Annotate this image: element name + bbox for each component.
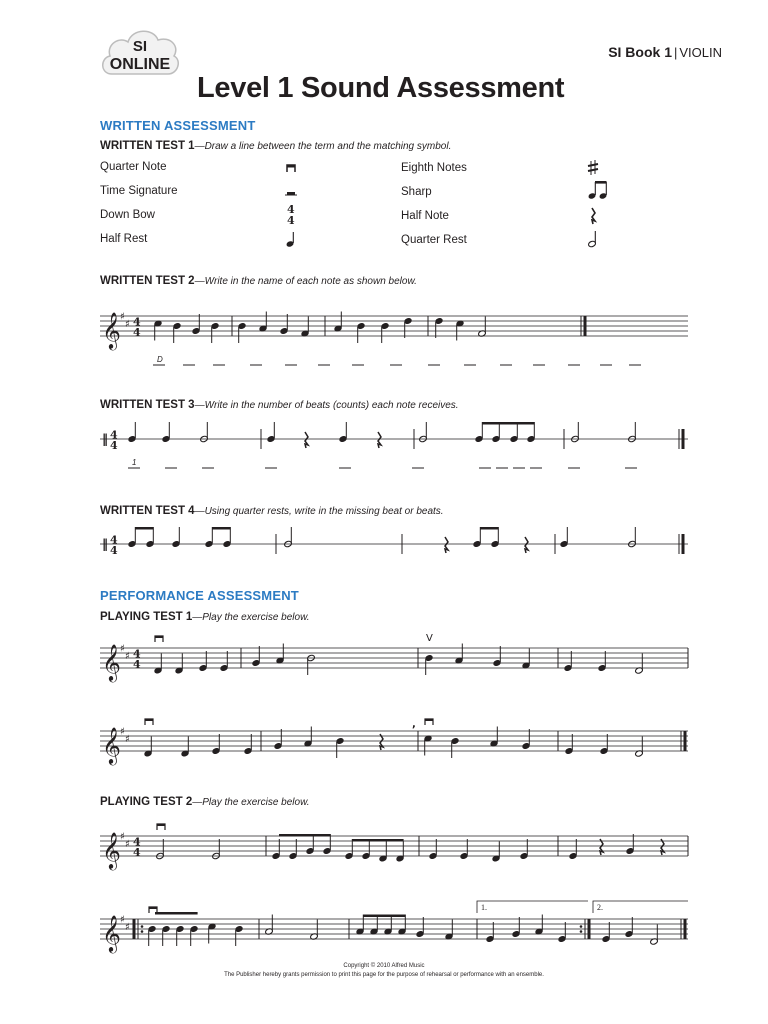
written-test-4-staff bbox=[96, 528, 696, 568]
beam bbox=[279, 834, 331, 837]
treble-clef-icon: 𝄞 bbox=[102, 311, 121, 349]
quarter-rest-icon bbox=[661, 839, 664, 855]
playing-test-2-heading bbox=[100, 796, 310, 808]
beam bbox=[135, 527, 154, 530]
term-quarter-note: Quarter Note bbox=[100, 161, 167, 173]
quarter-rest-icon bbox=[445, 537, 448, 553]
sharp-icon: ♯ bbox=[125, 651, 130, 662]
written-assessment-heading: WRITTEN ASSESSMENT bbox=[100, 118, 256, 133]
treble-clef-icon: 𝄞 bbox=[102, 643, 121, 681]
term-time-signature: Time Signature bbox=[100, 185, 178, 197]
written-test-3-staff bbox=[96, 423, 696, 483]
footer bbox=[0, 962, 768, 980]
playing-test-1-label: PLAYING TEST 1 bbox=[100, 611, 193, 623]
sharp-icon: ♯ bbox=[125, 319, 130, 330]
logo-si-text: SI bbox=[132, 38, 148, 55]
playing-test-1-staff-b bbox=[96, 715, 696, 775]
quarter-note-icon bbox=[286, 232, 295, 248]
time-signature-top: 4 bbox=[133, 647, 141, 661]
instrument-name: VIOLIN bbox=[679, 45, 722, 60]
beam bbox=[363, 915, 406, 918]
down-bow-icon bbox=[287, 165, 295, 172]
playing-test-2-label: PLAYING TEST 2 bbox=[100, 796, 193, 808]
svg-text:4: 4 bbox=[287, 214, 295, 227]
down-bow-icon bbox=[145, 719, 153, 721]
up-bow-icon: V bbox=[426, 633, 433, 644]
book-label: SI Book 1 | VIOLIN bbox=[608, 44, 722, 60]
repeat-dot bbox=[141, 930, 144, 933]
permission-line: The Publisher hereby grants permission to print this page for the purpose of rehearsal or performance with an ensemble. bbox=[224, 972, 544, 978]
written-test-4-heading bbox=[100, 505, 444, 517]
beam bbox=[482, 422, 535, 425]
quarter-rest-icon bbox=[525, 537, 528, 553]
repeat-dot bbox=[141, 925, 144, 928]
treble-clef-icon: 𝄞 bbox=[102, 726, 121, 764]
beam bbox=[155, 912, 198, 915]
term-half-note: Half Note bbox=[401, 210, 449, 222]
time-signature-bottom: 4 bbox=[133, 846, 141, 859]
time-signature-top: 4 bbox=[133, 835, 141, 849]
beam bbox=[212, 527, 231, 530]
written-test-1-instruction: —Draw a line between the term and the matching symbol. bbox=[194, 141, 452, 152]
sharp-icon: ♯ bbox=[125, 839, 130, 850]
si-online-logo bbox=[98, 24, 182, 80]
term-sharp: Sharp bbox=[401, 186, 432, 198]
down-bow-icon bbox=[149, 907, 157, 909]
repeat-dot bbox=[580, 930, 583, 933]
breath-mark: , bbox=[412, 719, 416, 730]
volta-label: 1. bbox=[481, 903, 487, 912]
sharp-icon: ♯ bbox=[120, 914, 125, 926]
playing-test-2-instruction: —Play the exercise below. bbox=[192, 797, 310, 808]
svg-text:4: 4 bbox=[287, 203, 295, 216]
beam bbox=[480, 527, 499, 530]
playing-test-2-staff-a bbox=[96, 820, 696, 875]
sharp-icon: ♯ bbox=[120, 643, 125, 655]
percussion-clef-icon: ‖ bbox=[102, 537, 108, 551]
quarter-rest-icon bbox=[380, 734, 383, 750]
volta-label: 2. bbox=[597, 903, 603, 912]
down-bow-icon bbox=[425, 719, 433, 721]
written-test-3-heading bbox=[100, 399, 459, 411]
playing-test-2-staff-b bbox=[96, 893, 696, 953]
written-test-4-instruction: —Using quarter rests, write in the missing beat or beats. bbox=[194, 506, 444, 517]
time-signature-bottom: 4 bbox=[110, 439, 118, 452]
written-test-3-instruction: —Write in the number of beats (counts) each note receives. bbox=[194, 400, 459, 411]
term-half-rest: Half Rest bbox=[100, 233, 148, 245]
sharp-icon: ♯ bbox=[120, 831, 125, 843]
written-test-1-label: WRITTEN TEST 1 bbox=[100, 140, 195, 152]
written-test-2-staff bbox=[96, 300, 696, 380]
time-signature-bottom: 4 bbox=[133, 326, 141, 339]
repeat-dot bbox=[580, 925, 583, 928]
eighth-notes-icon bbox=[588, 181, 608, 200]
example-answer: 1 bbox=[132, 458, 137, 467]
written-test-2-label: WRITTEN TEST 2 bbox=[100, 275, 195, 287]
volta-bracket bbox=[477, 901, 588, 913]
sharp-icon: ♯ bbox=[125, 734, 130, 745]
performance-assessment-heading: PERFORMANCE ASSESSMENT bbox=[100, 588, 299, 603]
test1-symbols-right bbox=[580, 158, 620, 258]
written-test-3-label: WRITTEN TEST 3 bbox=[100, 399, 195, 411]
example-answer: D bbox=[157, 355, 163, 364]
time-signature-top: 4 bbox=[110, 428, 118, 442]
volta-bracket bbox=[593, 901, 688, 913]
treble-clef-icon: 𝄞 bbox=[102, 914, 121, 952]
term-eighth-notes: Eighth Notes bbox=[401, 162, 467, 174]
percussion-clef-icon: ‖ bbox=[102, 432, 108, 446]
sharp-icon: ♯ bbox=[125, 922, 130, 933]
term-down-bow: Down Bow bbox=[100, 209, 155, 221]
time-signature-top: 4 bbox=[110, 533, 118, 547]
written-test-1-heading bbox=[100, 140, 451, 152]
playing-test-1-instruction: —Play the exercise below. bbox=[192, 612, 310, 623]
time-signature-bottom: 4 bbox=[133, 658, 141, 671]
half-rest-icon bbox=[285, 192, 297, 195]
treble-clef-icon: 𝄞 bbox=[102, 831, 121, 869]
down-bow-icon bbox=[157, 824, 165, 826]
sharp-icon: ♯ bbox=[120, 311, 125, 323]
term-quarter-rest: Quarter Rest bbox=[401, 234, 467, 246]
down-bow-icon bbox=[155, 636, 163, 638]
time-signature-top: 4 bbox=[133, 315, 141, 329]
test1-symbols-left bbox=[280, 158, 310, 258]
sharp-icon: ♯ bbox=[120, 726, 125, 738]
quarter-rest-icon bbox=[600, 839, 603, 855]
time-signature-bottom: 4 bbox=[110, 544, 118, 557]
half-note-icon bbox=[588, 231, 597, 248]
page-title: Level 1 Sound Assessment bbox=[197, 72, 565, 104]
written-test-2-instruction: —Write in the name of each note as shown below. bbox=[194, 276, 417, 287]
quarter-rest-icon bbox=[378, 432, 381, 448]
copyright-line: Copyright © 2010 Alfred Music bbox=[343, 963, 425, 969]
quarter-rest-icon bbox=[592, 208, 595, 224]
written-test-2-heading bbox=[100, 275, 417, 287]
beam bbox=[352, 839, 404, 842]
four-four-time-icon bbox=[287, 203, 295, 227]
book-name: SI Book 1 bbox=[608, 44, 672, 60]
written-test-4-label: WRITTEN TEST 4 bbox=[100, 505, 195, 517]
playing-test-1-staff-a bbox=[96, 632, 696, 692]
playing-test-1-heading bbox=[100, 611, 310, 623]
sharp-icon bbox=[588, 160, 598, 175]
logo-online-text: ONLINE bbox=[109, 56, 171, 73]
quarter-rest-icon bbox=[305, 432, 308, 448]
